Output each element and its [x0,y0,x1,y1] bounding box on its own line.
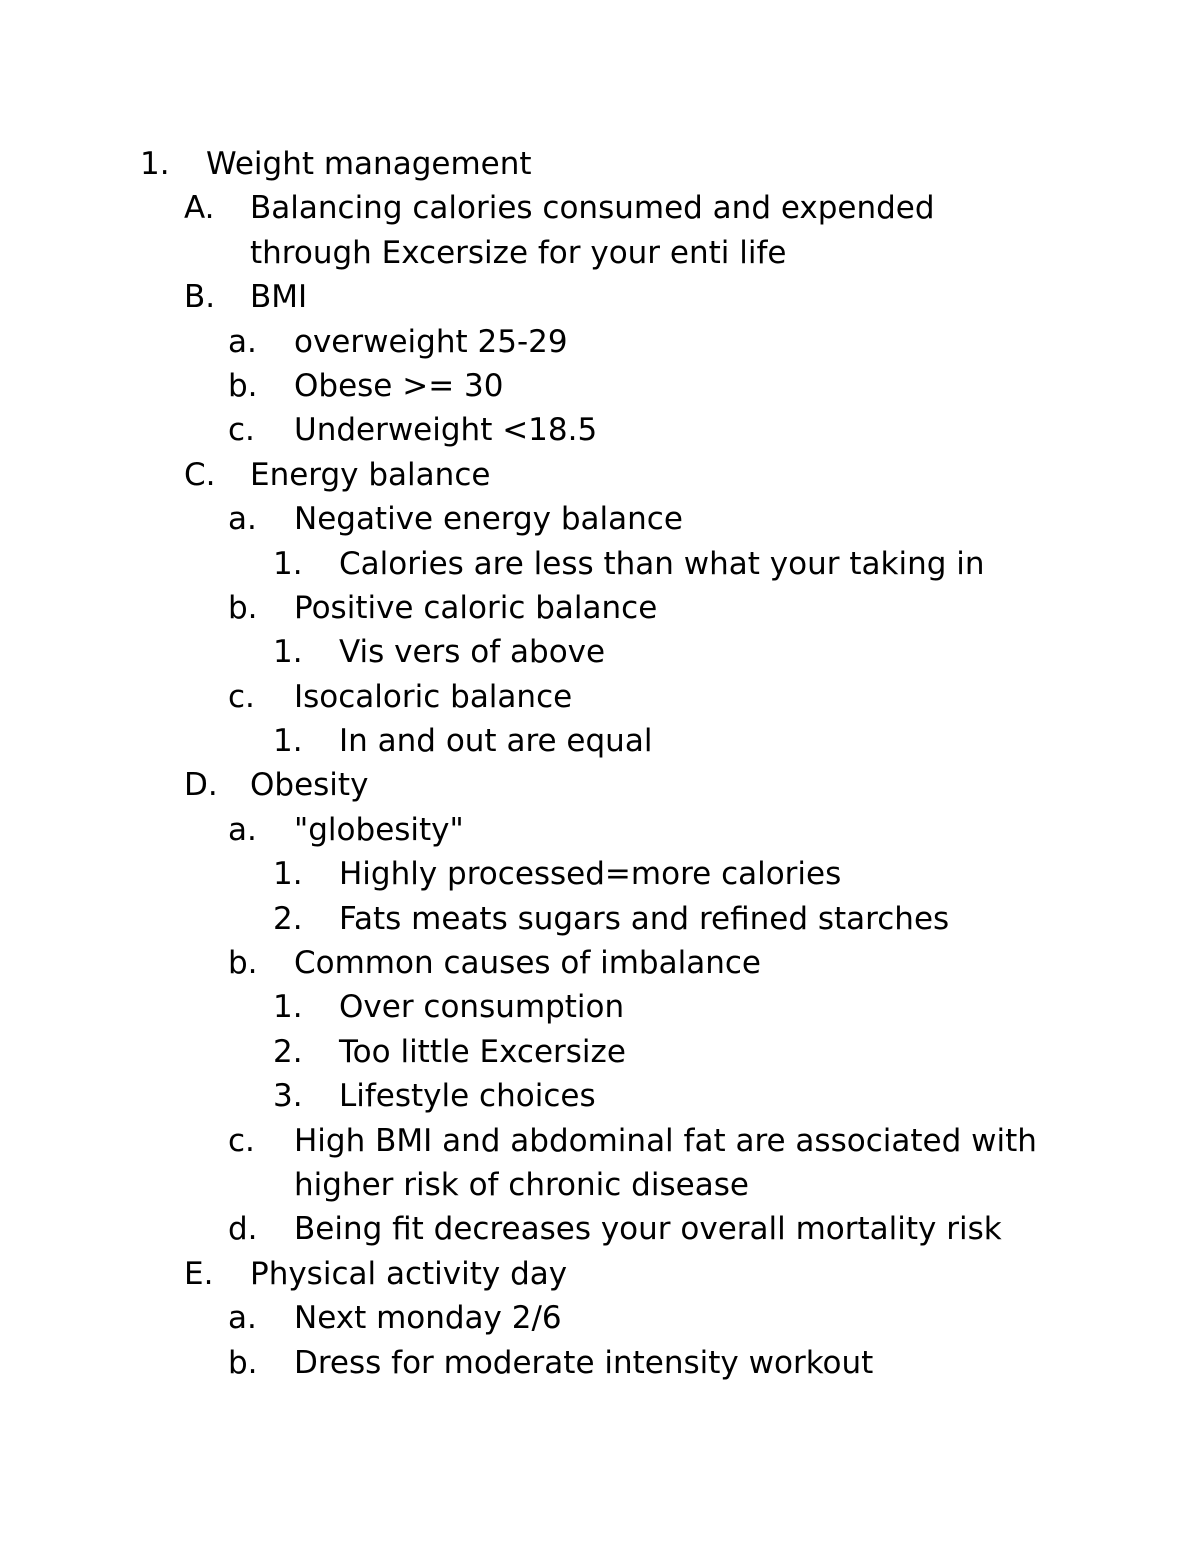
list-item-text: Calories are less than what your taking in [339,545,985,582]
outline-item-balancing-calories [0,186,1200,230]
outline-item-energy-balance [0,453,1200,497]
list-item-text: Common causes of imbalance [294,945,761,982]
list-item-text: Negative energy balance [294,501,683,538]
list-item-text: Physical activity day [250,1255,568,1292]
list-marker: 3. [273,1078,303,1115]
outline-item-highly-processed [0,852,1200,896]
outline-item-high-bmi-continued [0,1163,1200,1207]
list-marker: 1. [273,634,303,671]
list-marker: b. [228,1344,258,1381]
outline-item-high-bmi [0,1119,1200,1163]
outline-item-bmi [0,275,1200,319]
list-item-text: Underweight <18.5 [294,412,598,449]
list-marker: A. [184,190,215,227]
list-item-text: Being fit decreases your overall mortality risk [294,1211,1002,1248]
list-item-text: Weight management [206,146,532,182]
list-marker: B. [184,279,216,316]
outline-item-fats-meats-sugars [0,897,1200,941]
list-marker: c. [228,678,255,715]
outline-item-too-little-exercise [0,1030,1200,1074]
outline-item-isocaloric-balance [0,675,1200,719]
list-item-text: Obese >= 30 [294,367,504,404]
list-marker: D. [184,767,218,804]
list-marker: 1. [140,146,170,182]
list-item-text: Isocaloric balance [294,678,573,715]
list-item-text: Next monday 2/6 [294,1300,562,1337]
outline-item-dress-for-workout [0,1341,1200,1385]
outline-item-obese [0,364,1200,408]
list-marker: b. [228,589,258,626]
list-marker: a. [228,323,257,360]
list-marker: 1. [273,989,303,1026]
list-item-text: BMI [250,279,308,316]
list-marker: 1. [273,545,303,582]
list-marker: c. [228,412,255,449]
list-marker: C. [184,456,216,493]
list-item-text: overweight 25-29 [294,323,568,360]
list-item-text-continued: higher risk of chronic disease [294,1166,749,1203]
list-marker: a. [228,1300,257,1337]
list-item-text: Vis vers of above [339,634,606,671]
outline-item-weight-management [0,142,1200,186]
outline-item-negative-energy-balance [0,497,1200,541]
list-marker: a. [228,811,257,848]
list-item-text: In and out are equal [339,723,653,760]
outline-item-physical-activity-day [0,1252,1200,1296]
list-item-text: Energy balance [250,456,491,493]
outline-item-calories-less [0,542,1200,586]
outline-list [0,142,1200,1385]
list-item-text: "globesity" [294,811,464,848]
list-item-text: Balancing calories consumed and expended [250,190,935,227]
list-marker: 1. [273,856,303,893]
outline-item-over-consumption [0,985,1200,1029]
list-marker: b. [228,945,258,982]
outline-item-globesity [0,808,1200,852]
outline-item-positive-caloric-balance [0,586,1200,630]
list-marker: b. [228,367,258,404]
outline-item-next-monday [0,1296,1200,1340]
outline-item-underweight [0,408,1200,452]
list-item-text: High BMI and abdominal fat are associated with [294,1122,1037,1159]
list-marker: c. [228,1122,255,1159]
list-item-text: Highly processed=more calories [339,856,842,893]
outline-item-lifestyle-choices [0,1074,1200,1118]
list-item-text: Obesity [250,767,369,804]
list-item-text: Positive caloric balance [294,589,658,626]
list-item-text: Too little Excersize [339,1033,626,1070]
list-item-text: Fats meats sugars and refined starches [339,900,950,937]
list-marker: 2. [273,900,303,937]
list-marker: 1. [273,723,303,760]
outline-item-common-causes [0,941,1200,985]
outline-item-obesity [0,763,1200,807]
list-item-text: Over consumption [339,989,625,1026]
list-item-text-continued: through Excersize for your enti life [250,234,787,271]
list-marker: a. [228,501,257,538]
outline-item-vis-vers [0,630,1200,674]
list-item-text: Lifestyle choices [339,1078,596,1115]
list-item-text: Dress for moderate intensity workout [294,1344,874,1381]
outline-item-in-and-out-equal [0,719,1200,763]
outline-item-overweight [0,320,1200,364]
outline-item-being-fit [0,1207,1200,1251]
list-marker: d. [228,1211,258,1248]
list-marker: E. [184,1255,214,1292]
outline-item-balancing-calories-continued [0,231,1200,275]
list-marker: 2. [273,1033,303,1070]
